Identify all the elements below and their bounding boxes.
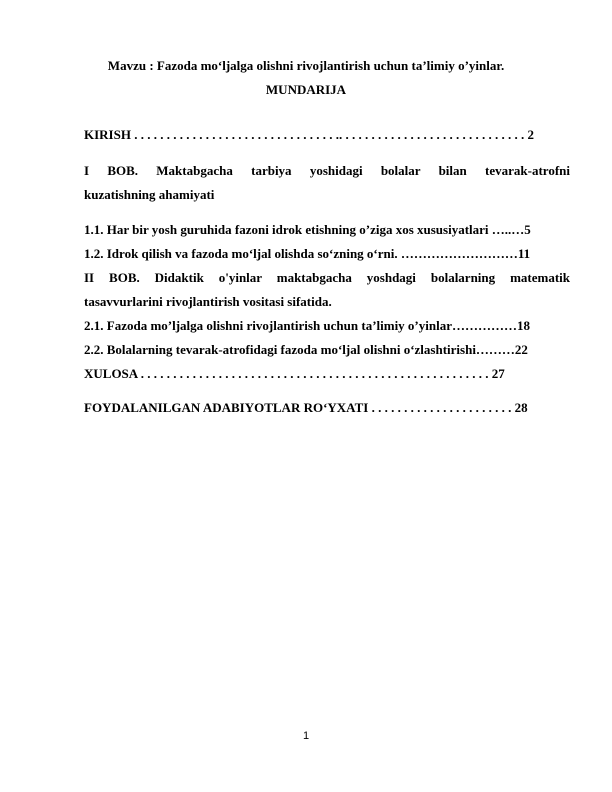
toc-entry-references: FOYDALANILGAN ADABIYOTLAR RO‘YXATI . . . . . . . . . . . . . . . . . . . . . . 28: [84, 400, 528, 415]
toc-entry-chapter-1-line-1: I BOB. Maktabgacha tarbiya yoshidagi bolalar bilan tevarak-atrofni: [84, 163, 570, 178]
toc-entry-section-1-1: 1.1. Har bir yosh guruhida fazoni idrok etishning o’ziga xos xususiyatlari …..…5: [84, 222, 531, 237]
toc-entry-chapter-2-line-1: II BOB. Didaktik o'yinlar maktabgacha yoshdagi bolalarning matematik: [84, 270, 570, 285]
toc-entry-section-2-2: 2.2. Bolalarning tevarak-atrofidagi fazoda mo‘ljal olishni o‘zlashtirishi………22: [84, 342, 528, 357]
toc-entry-chapter-1-line-2: kuzatishning ahamiyati: [84, 187, 215, 202]
toc-entry-chapter-2-line-2: tasavvurlarini rivojlantirish vositasi sifatida.: [84, 294, 332, 309]
contents-title: MUNDARIJA: [265, 82, 347, 97]
toc-entry-xulosa: XULOSA . . . . . . . . . . . . . . . . . . . . . . . . . . . . . . . . . . . . . . . . . . . . . . . . . . . . . . 27: [84, 366, 505, 381]
toc-entry-section-2-1: 2.1. Fazoda mo’ljalga olishni rivojlantirish uchun ta’limiy o’yinlar……………18: [84, 318, 530, 333]
topic-heading: Mavzu : Fazoda mo‘ljalga olishni rivojlantirish uchun ta’limiy o’yinlar.: [107, 58, 505, 73]
toc-entry-section-1-2: 1.2. Idrok qilish va fazoda mo‘ljal olishda so‘zning o‘rni. ………………………11: [84, 246, 531, 261]
page-number: 1: [302, 730, 310, 742]
toc-entry-kirish: KIRISH . . . . . . . . . . . . . . . . . . . . . . . . . . . . . . . .. . . . . . . . . . . . . . . . . . . . . . . . . . . . . 2: [84, 127, 534, 142]
